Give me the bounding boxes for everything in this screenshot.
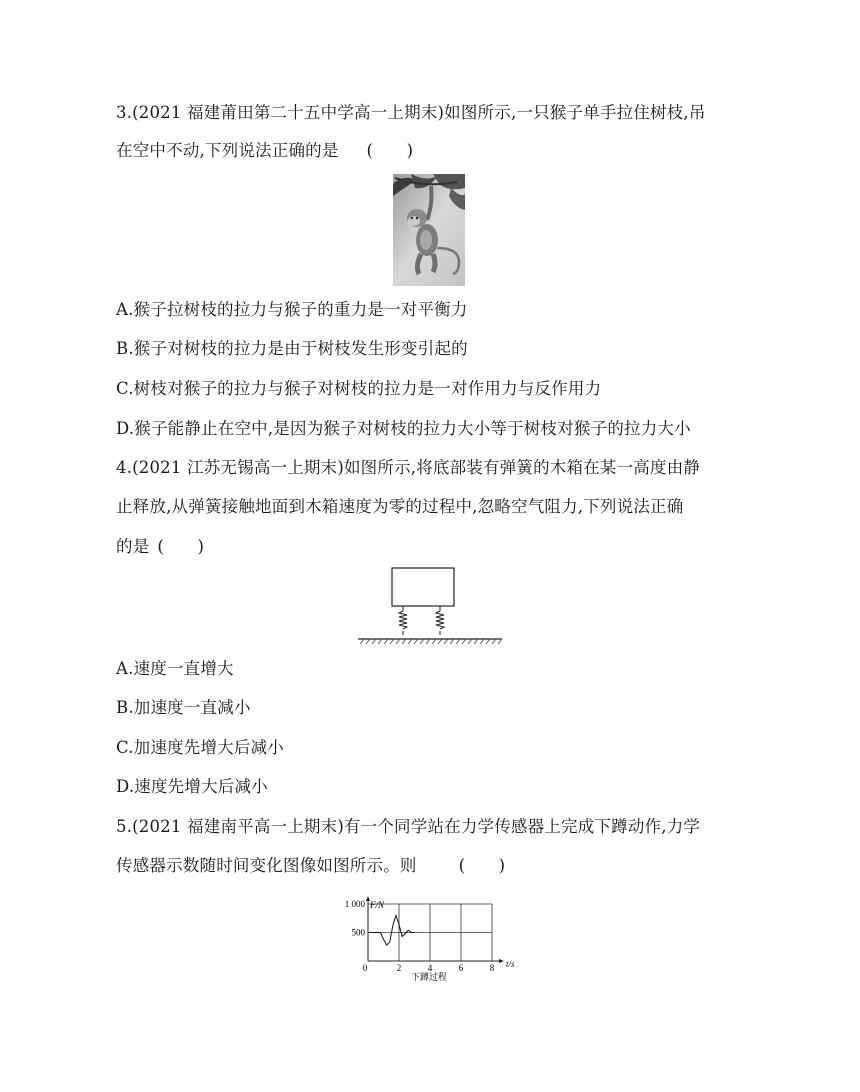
q3-option-b: B.猴子对树枝的拉力是由于树枝发生形变引起的	[116, 339, 468, 358]
q5-stem-line1: 5.(2021 福建南平高一上期末)有一个同学站在力学传感器上完成下蹲动作,力学	[116, 817, 701, 836]
ground-hatching	[360, 639, 502, 644]
chart-grid	[368, 904, 492, 961]
x-axis-arrow	[499, 959, 504, 963]
y-axis-label: F/N	[370, 900, 385, 910]
wooden-box	[392, 568, 454, 606]
q5-stem-text: 传感器示数随时间变化图像如图所示。则	[116, 856, 417, 875]
q3-option-a: A.猴子拉树枝的拉力与猴子的重力是一对平衡力	[116, 300, 468, 319]
x-tick-label-1: 2	[396, 963, 402, 973]
y-tick-label-0: 500	[351, 927, 365, 938]
chart-svg	[334, 896, 524, 988]
q3-stem-line1: 3.(2021 福建莆田第二十五中学高一上期末)如图所示,一只猴子单手拉住树枝,吊	[116, 103, 706, 122]
q3-answer-bracket: ( )	[366, 141, 414, 160]
x-tick-label-3: 6	[458, 963, 464, 973]
q4-stem-line1: 4.(2021 江苏无锡高一上期末)如图所示,将底部装有弹簧的木箱在某一高度由静	[116, 458, 701, 477]
q4-answer-bracket: ( )	[157, 537, 205, 556]
q4-option-b: B.加速度一直减小	[116, 698, 251, 717]
q3-stem-line2	[116, 139, 413, 163]
chart-series	[368, 915, 415, 945]
spring-box-figure	[356, 565, 504, 649]
q4-option-d: D.速度先增大后减小	[116, 777, 268, 796]
q4-stem-line2: 止释放,从弹簧接触地面到木箱速度为零的过程中,忽略空气阻力,下列说法正确	[116, 497, 684, 516]
q4-option-a: A.速度一直增大	[116, 659, 234, 678]
force-time-chart	[334, 896, 524, 988]
q4-option-c: C.加速度先增大后减小	[116, 738, 284, 757]
chart-ticks	[345, 899, 495, 973]
chart-caption: 下蹲过程	[410, 972, 448, 982]
x-tick-label-2: 4	[427, 963, 433, 973]
spring-box-diagram	[356, 565, 504, 649]
monkey-image	[393, 174, 465, 286]
series-line-0	[368, 915, 415, 945]
q3-option-d: D.猴子能静止在空中,是因为猴子对树枝的拉力大小等于树枝对猴子的拉力大小	[116, 419, 691, 438]
right-spring	[436, 606, 444, 635]
q4-stem-line3	[116, 535, 204, 559]
q3-option-c: C.树枝对猴子的拉力与猴子对树枝的拉力是一对作用力与反作用力	[116, 379, 602, 398]
chart-axes	[366, 896, 504, 963]
x-axis-label: t/s	[506, 959, 515, 969]
x-tick-label-0: 0	[362, 963, 368, 973]
q5-stem-line2	[116, 854, 505, 878]
y-tick-label-1: 1 000	[344, 899, 365, 909]
x-tick-label-4: 8	[489, 963, 495, 973]
monkey-illustration	[393, 174, 465, 286]
q4-stem-text: 的是	[116, 537, 150, 556]
q5-answer-bracket: ( )	[458, 856, 506, 875]
q3-stem-text: 在空中不动,下列说法正确的是	[116, 141, 339, 160]
left-spring	[399, 606, 407, 635]
